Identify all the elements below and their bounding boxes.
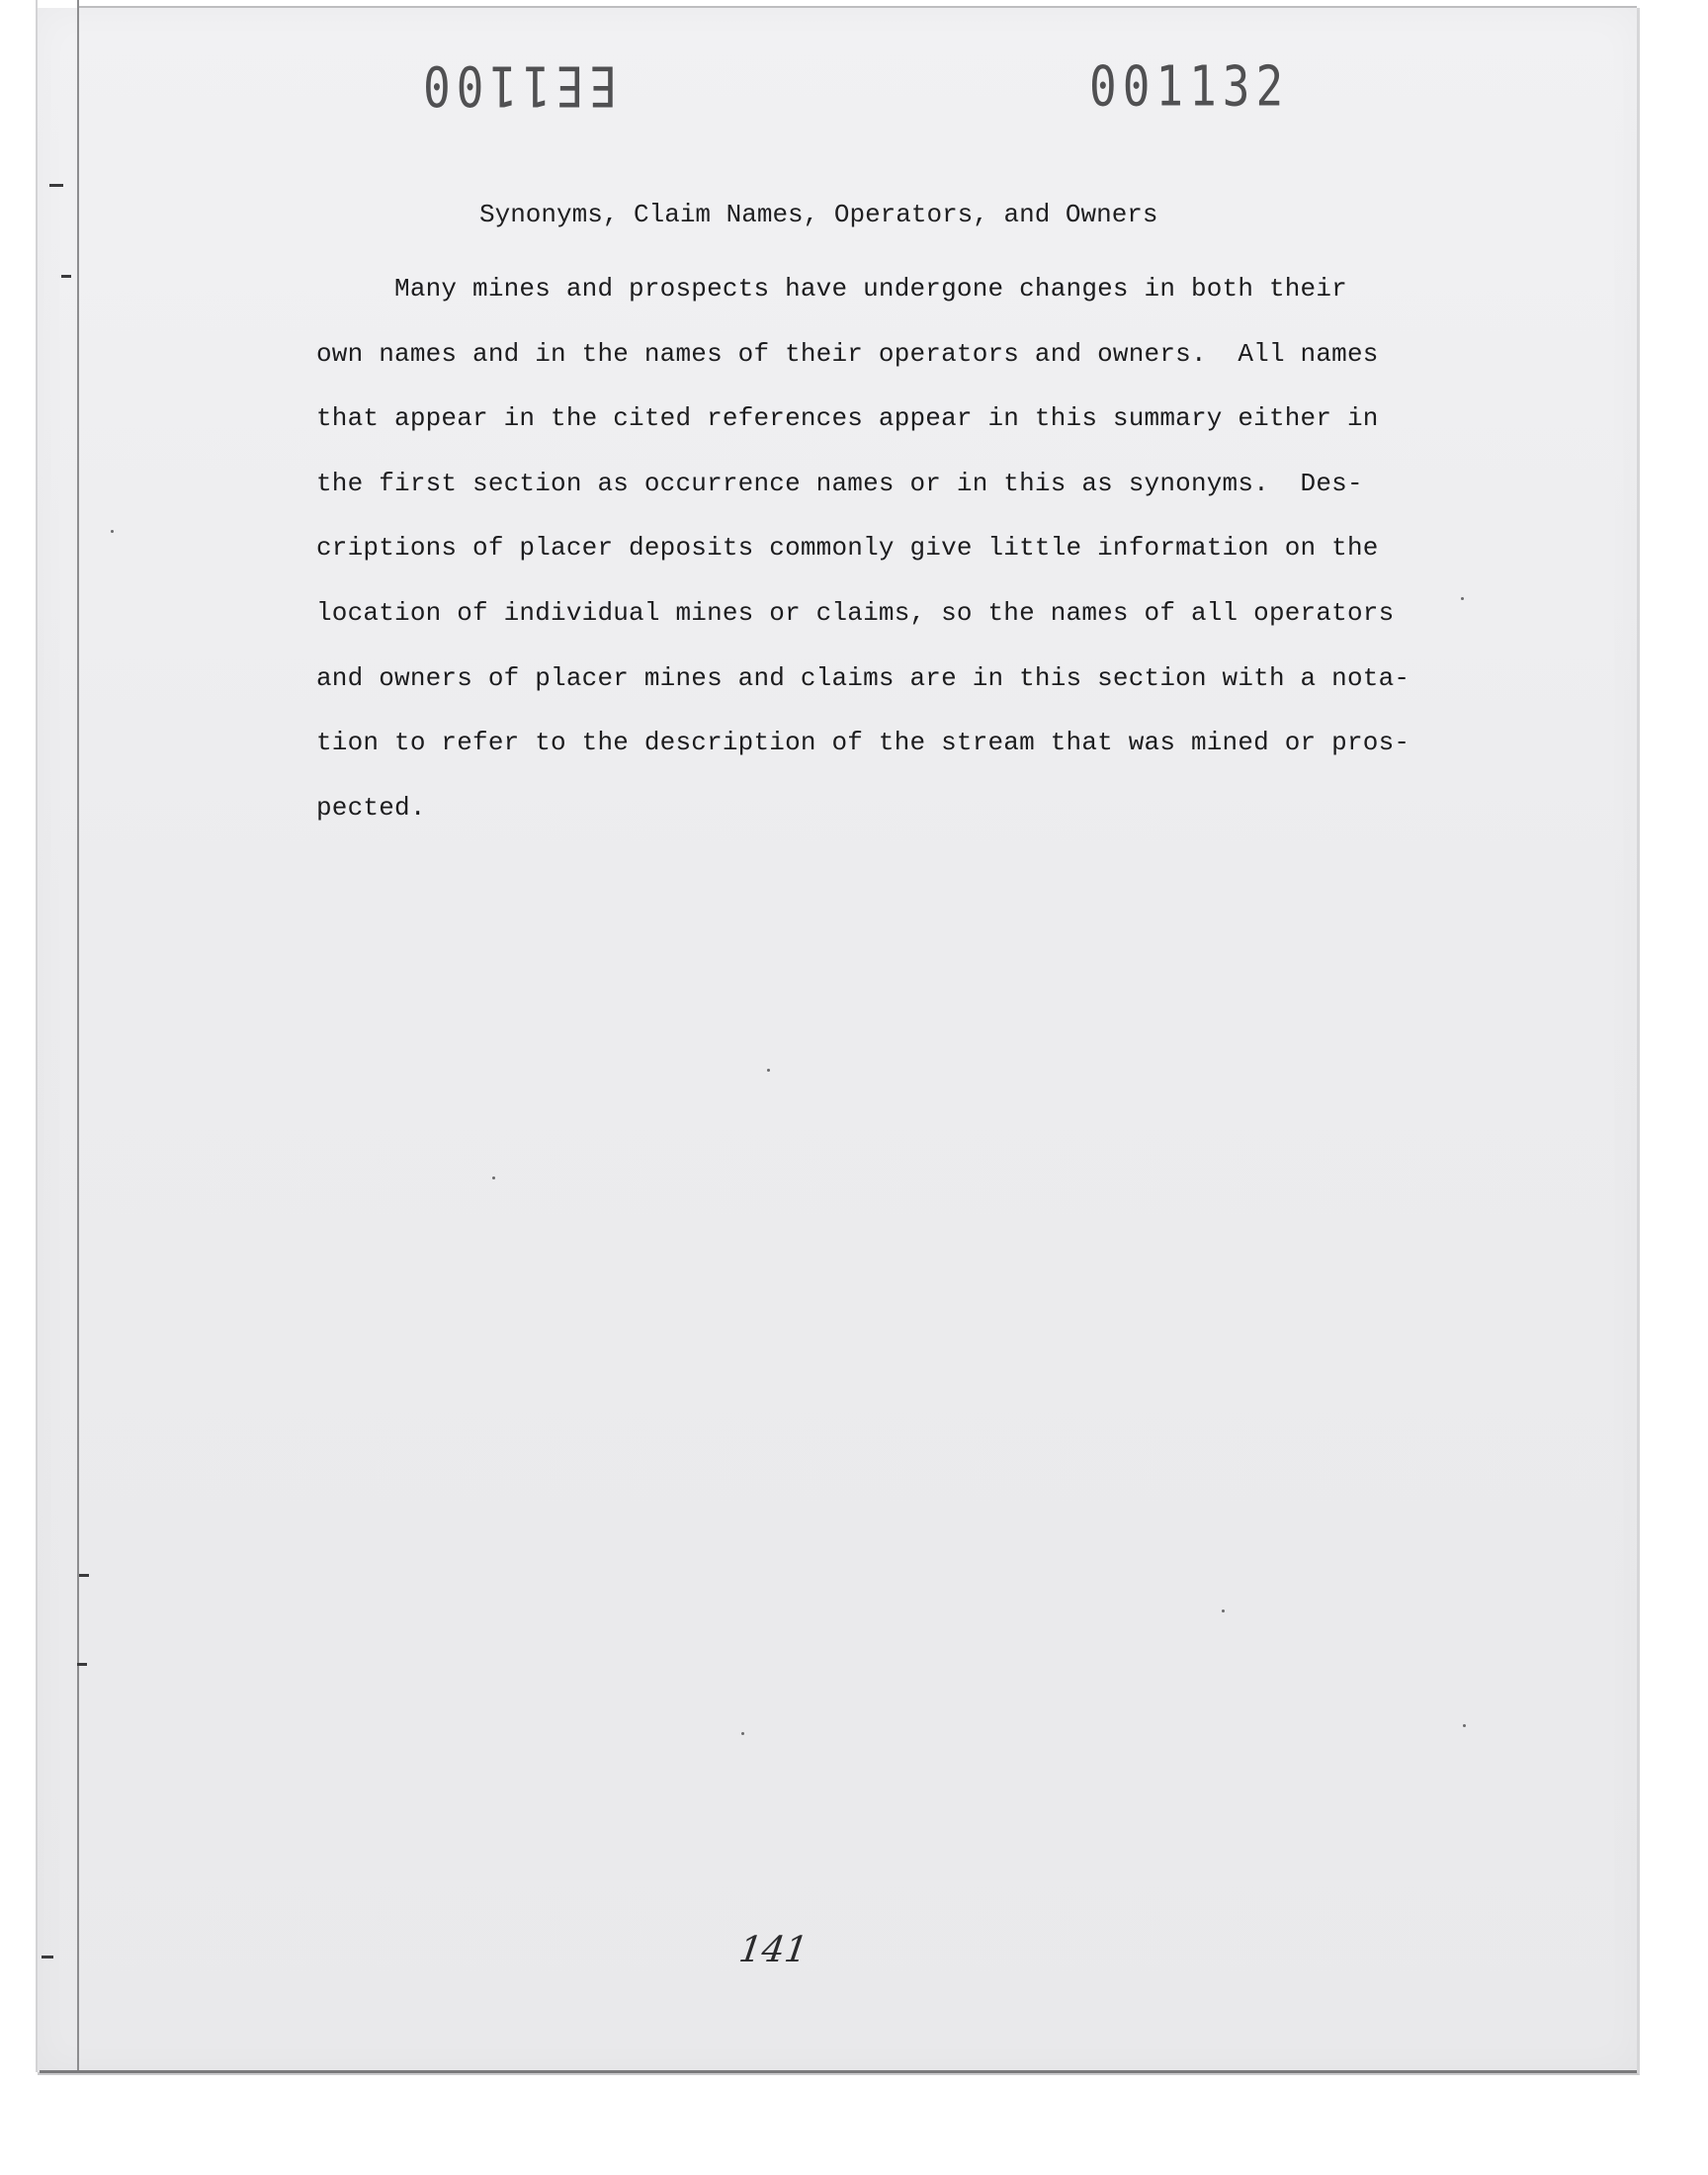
paragraph-line: location of individual mines or claims, so the names of all operators bbox=[316, 597, 1395, 628]
page-top-edge bbox=[79, 6, 1637, 8]
scan-speck bbox=[111, 530, 114, 533]
section-title: Synonyms, Claim Names, Operators, and Owners bbox=[479, 200, 1158, 229]
paragraph-line: tion to refer to the description of the stream that was mined or pros- bbox=[316, 728, 1410, 758]
scan-speck bbox=[1463, 1724, 1466, 1727]
binding-mark bbox=[49, 184, 63, 187]
document-id-stamp: 001132 bbox=[1089, 53, 1290, 119]
paragraph-line: own names and in the names of their operators and owners. All names bbox=[316, 338, 1379, 369]
paragraph-line: that appear in the cited references appear in this summary either in bbox=[316, 403, 1379, 434]
scan-speck bbox=[741, 1732, 744, 1735]
paragraph-line: pected. bbox=[316, 792, 426, 823]
binding-edge bbox=[77, 0, 79, 2072]
page-bottom-edge bbox=[40, 2070, 1637, 2073]
paragraph-line: criptions of placer deposits commonly give little information on the bbox=[316, 533, 1379, 564]
handwritten-page-number: 141 bbox=[736, 1930, 811, 1970]
body-paragraph bbox=[316, 257, 1463, 840]
binding-mark bbox=[77, 1663, 87, 1666]
binding-edge-outer bbox=[36, 0, 38, 2072]
binding-mark bbox=[61, 275, 71, 278]
scan-speck bbox=[767, 1069, 770, 1072]
binding-mark bbox=[79, 1574, 89, 1577]
scan-speck bbox=[1461, 597, 1464, 600]
binding-mark bbox=[42, 1956, 53, 1958]
paragraph-line: and owners of placer mines and claims are in this section with a nota- bbox=[316, 662, 1410, 693]
paragraph-line: Many mines and prospects have undergone changes in both their bbox=[316, 274, 1347, 304]
paragraph-line: the first section as occurrence names or in this as synonyms. Des- bbox=[316, 468, 1363, 498]
scan-speck bbox=[492, 1176, 495, 1179]
document-id-stamp-inverted: EE1100 bbox=[417, 53, 618, 119]
scan-speck bbox=[1222, 1610, 1225, 1612]
